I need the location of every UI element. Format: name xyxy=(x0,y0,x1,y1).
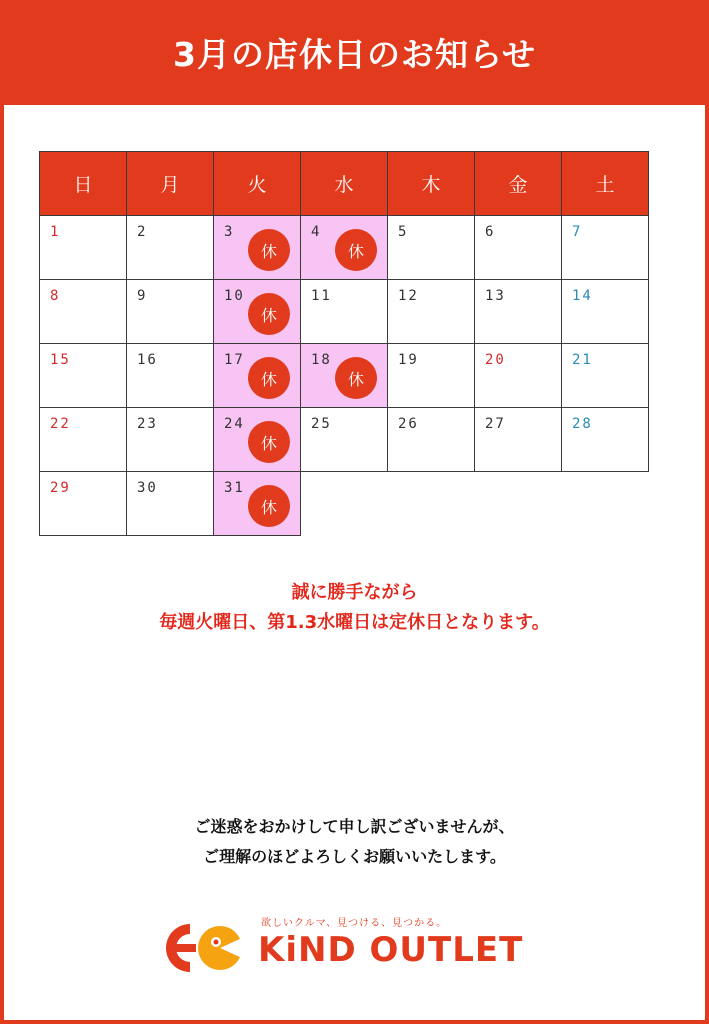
kind-outlet-logo-icon xyxy=(166,918,250,978)
calendar-day-cell xyxy=(301,216,388,280)
day-number: 23 xyxy=(137,416,158,432)
calendar-day-cell xyxy=(127,472,214,536)
day-number: 26 xyxy=(398,416,419,432)
weekday-header: 日 xyxy=(40,152,127,216)
weekday-header: 木 xyxy=(388,152,475,216)
calendar-table xyxy=(39,151,649,536)
calendar-day-cell xyxy=(301,344,388,408)
calendar-week-row xyxy=(40,280,649,344)
closed-day-badge: 休 xyxy=(248,421,290,463)
day-number: 21 xyxy=(572,352,593,368)
day-number: 30 xyxy=(137,480,158,496)
day-number: 10 xyxy=(224,288,245,304)
calendar-day-cell xyxy=(40,408,127,472)
weekday-header: 金 xyxy=(475,152,562,216)
day-number: 24 xyxy=(224,416,245,432)
weekday-header-row xyxy=(40,152,649,216)
calendar-day-cell xyxy=(388,408,475,472)
day-number: 29 xyxy=(50,480,71,496)
day-number: 13 xyxy=(485,288,506,304)
day-number: 31 xyxy=(224,480,245,496)
closed-day-badge: 休 xyxy=(248,485,290,527)
calendar-day-cell xyxy=(214,280,301,344)
weekday-header: 土 xyxy=(562,152,649,216)
weekday-header: 水 xyxy=(301,152,388,216)
calendar-week-row xyxy=(40,408,649,472)
day-number: 11 xyxy=(311,288,332,304)
day-number: 3 xyxy=(224,224,235,240)
closed-day-badge: 休 xyxy=(335,357,377,399)
day-number: 16 xyxy=(137,352,158,368)
calendar-day-cell xyxy=(214,472,301,536)
day-number: 18 xyxy=(311,352,332,368)
calendar-day-cell xyxy=(214,408,301,472)
calendar-day-cell xyxy=(475,344,562,408)
calendar-day-cell xyxy=(127,344,214,408)
day-number: 25 xyxy=(311,416,332,432)
day-number: 6 xyxy=(485,224,496,240)
day-number: 12 xyxy=(398,288,419,304)
empty-cell xyxy=(388,472,475,536)
day-number: 20 xyxy=(485,352,506,368)
day-number: 15 xyxy=(50,352,71,368)
closed-day-badge: 休 xyxy=(248,229,290,271)
notice-line-1: 誠に勝手ながら xyxy=(291,582,418,603)
logo-tagline: 欲しいクルマ、見つける、見つかる。 xyxy=(261,918,448,929)
logo-brand-name: KiND OUTLET xyxy=(258,930,524,970)
day-number: 8 xyxy=(50,288,61,304)
calendar-week-row xyxy=(40,344,649,408)
calendar-day-cell xyxy=(301,408,388,472)
weekday-header: 火 xyxy=(214,152,301,216)
calendar-week-row xyxy=(40,216,649,280)
calendar-body xyxy=(40,216,649,536)
weekday-header: 月 xyxy=(127,152,214,216)
calendar-day-cell xyxy=(562,344,649,408)
calendar-day-cell xyxy=(40,216,127,280)
apology-message xyxy=(0,812,709,872)
day-number: 9 xyxy=(137,288,148,304)
calendar-day-cell xyxy=(562,216,649,280)
calendar-day-cell xyxy=(40,344,127,408)
notice-line-2: 毎週火曜日、第1.3水曜日は定休日となります。 xyxy=(159,612,550,633)
calendar-day-cell xyxy=(214,216,301,280)
apology-line-2: ご理解のほどよろしくお願いいたします。 xyxy=(203,847,506,866)
day-number: 7 xyxy=(572,224,583,240)
day-number: 17 xyxy=(224,352,245,368)
day-number: 4 xyxy=(311,224,322,240)
calendar-day-cell xyxy=(127,408,214,472)
day-number: 19 xyxy=(398,352,419,368)
calendar-day-cell xyxy=(40,280,127,344)
kind-outlet-logo xyxy=(150,906,560,988)
calendar-day-cell xyxy=(127,280,214,344)
day-number: 5 xyxy=(398,224,409,240)
calendar-day-cell xyxy=(388,280,475,344)
header-banner xyxy=(0,0,709,105)
calendar-day-cell xyxy=(301,280,388,344)
calendar-day-cell xyxy=(40,472,127,536)
calendar-day-cell xyxy=(475,408,562,472)
day-number: 1 xyxy=(50,224,61,240)
day-number: 28 xyxy=(572,416,593,432)
calendar-day-cell xyxy=(475,280,562,344)
calendar-week-row xyxy=(40,472,649,536)
holiday-notice xyxy=(0,578,709,638)
closed-day-badge: 休 xyxy=(248,293,290,335)
calendar-day-cell xyxy=(214,344,301,408)
closed-day-badge: 休 xyxy=(248,357,290,399)
empty-cell xyxy=(475,472,562,536)
closed-day-badge: 休 xyxy=(335,229,377,271)
page-title: 3月の店休日のお知らせ xyxy=(173,35,536,74)
apology-line-1: ご迷惑をおかけして申し訳ございませんが、 xyxy=(194,817,515,836)
day-number: 22 xyxy=(50,416,71,432)
calendar-day-cell xyxy=(388,344,475,408)
empty-cell xyxy=(301,472,388,536)
calendar-day-cell xyxy=(475,216,562,280)
day-number: 14 xyxy=(572,288,593,304)
day-number: 27 xyxy=(485,416,506,432)
calendar-day-cell xyxy=(562,280,649,344)
calendar-day-cell xyxy=(388,216,475,280)
empty-cell xyxy=(562,472,649,536)
calendar-day-cell xyxy=(127,216,214,280)
calendar-day-cell xyxy=(562,408,649,472)
day-number: 2 xyxy=(137,224,148,240)
